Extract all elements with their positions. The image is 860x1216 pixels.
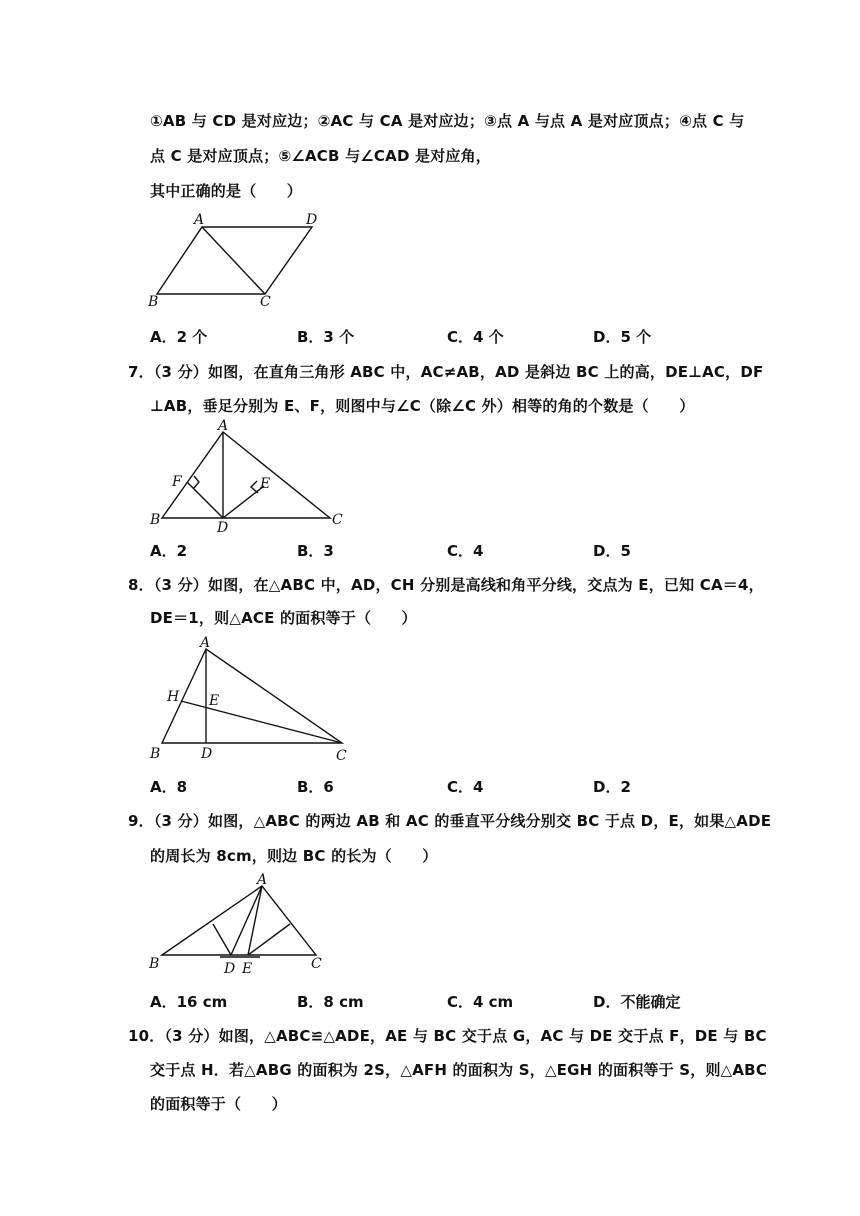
q10-text-line3: 的面积等于（ ） — [150, 1095, 287, 1113]
q9-label-c: C — [311, 956, 322, 972]
q9-text-line1: 9．（3 分）如图，△ABC 的两边 AB 和 AC 的垂直平分线分别交 BC 于点 D，E，如果△ADE — [128, 812, 772, 830]
q9-label-e: E — [242, 961, 253, 977]
q6-option-b[interactable]: B．3 个 — [297, 328, 355, 346]
q7-right-angle-e — [251, 481, 258, 493]
q6-text-line1: ①AB 与 CD 是对应边；②AC 与 CA 是对应边；③点 A 与点 A 是对应顶点；④点 C 与 — [150, 112, 745, 130]
q9-label-d: D — [224, 961, 236, 977]
q9-perp-bisector-ac — [248, 924, 290, 955]
q8-triangle-abc — [162, 649, 342, 743]
q6-label-b: B — [148, 294, 159, 310]
q8-label-e: E — [209, 693, 220, 709]
q6-label-c: C — [260, 294, 271, 310]
q9-option-c[interactable]: C．4 cm — [447, 993, 514, 1011]
q8-label-d: D — [201, 746, 213, 762]
q7-segment-de — [223, 486, 264, 518]
q7-label-c: C — [332, 512, 343, 528]
q7-label-f: F — [172, 474, 182, 490]
q7-label-e: E — [260, 476, 271, 492]
q8-option-b[interactable]: B．6 — [297, 778, 334, 796]
q7-triangle-abc — [162, 432, 330, 518]
q9-perp-bisector-ab — [213, 924, 231, 955]
q6-label-a: A — [194, 212, 205, 228]
q9-option-d[interactable]: D．不能确定 — [593, 993, 681, 1011]
q8-option-c[interactable]: C．4 — [447, 778, 484, 796]
q9-label-a: A — [257, 872, 268, 888]
q10-text-line1: 10．（3 分）如图，△ABC≌△ADE，AE 与 BC 交于点 G，AC 与 DE 交于点 F，DE 与 BC — [128, 1027, 767, 1045]
q8-triangle-figure — [140, 635, 360, 765]
q6-quadrilateral — [157, 227, 312, 294]
q8-label-a: A — [200, 635, 211, 651]
q8-bisector-ch — [181, 701, 342, 743]
q9-option-b[interactable]: B．8 cm — [297, 993, 364, 1011]
q10-text-line2: 交于点 H．若△ABG 的面积为 2S，△AFH 的面积为 S，△EGH 的面积等于 S，则△ABC — [150, 1061, 768, 1079]
q7-option-a[interactable]: A．2 — [150, 542, 188, 560]
q9-triangle-figure — [140, 872, 340, 977]
q7-right-angle-f — [194, 476, 199, 488]
q6-option-a[interactable]: A．2 个 — [150, 328, 208, 346]
q7-label-b: B — [150, 512, 161, 528]
q8-label-h: H — [167, 689, 180, 705]
q6-text-line3: 其中正确的是（ ） — [150, 182, 303, 200]
q9-text-line2: 的周长为 8cm，则边 BC 的长为（ ） — [150, 847, 438, 865]
q8-label-c: C — [336, 748, 347, 764]
q6-parallelogram-figure — [140, 210, 340, 310]
q6-text-line2: 点 C 是对应顶点；⑤∠ACB 与∠CAD 是对应角， — [150, 147, 492, 165]
q9-triangle-abc — [162, 886, 316, 955]
q9-option-a[interactable]: A．16 cm — [150, 993, 228, 1011]
q6-label-d: D — [306, 212, 318, 228]
q7-label-a: A — [218, 418, 229, 434]
q9-label-b: B — [149, 956, 160, 972]
q6-diagonal-ac — [202, 227, 265, 294]
q6-option-c[interactable]: C．4 个 — [447, 328, 504, 346]
q9-segment-ae — [248, 886, 262, 955]
q8-option-a[interactable]: A．8 — [150, 778, 188, 796]
q8-option-d[interactable]: D．2 — [593, 778, 631, 796]
q7-option-d[interactable]: D．5 — [593, 542, 631, 560]
q8-text-line2: DE＝1，则△ACE 的面积等于（ ） — [150, 609, 417, 627]
q7-option-c[interactable]: C．4 — [447, 542, 484, 560]
q7-text-line1: 7．（3 分）如图，在直角三角形 ABC 中，AC≠AB，AD 是斜边 BC 上的高，DE⊥AC，DF — [128, 363, 764, 381]
q7-text-line2: ⊥AB，垂足分别为 E、F，则图中与∠C（除∠C 外）相等的角的个数是（ ） — [150, 397, 695, 415]
q7-right-triangle-figure — [140, 420, 360, 535]
q8-text-line1: 8．（3 分）如图，在△ABC 中，AD，CH 分别是高线和角平分线，交点为 E，已知 CA＝4， — [128, 576, 764, 594]
q7-option-b[interactable]: B．3 — [297, 542, 334, 560]
q6-option-d[interactable]: D．5 个 — [593, 328, 652, 346]
q8-label-b: B — [150, 746, 161, 762]
q7-label-d: D — [217, 520, 229, 536]
q7-segment-df — [187, 482, 223, 518]
